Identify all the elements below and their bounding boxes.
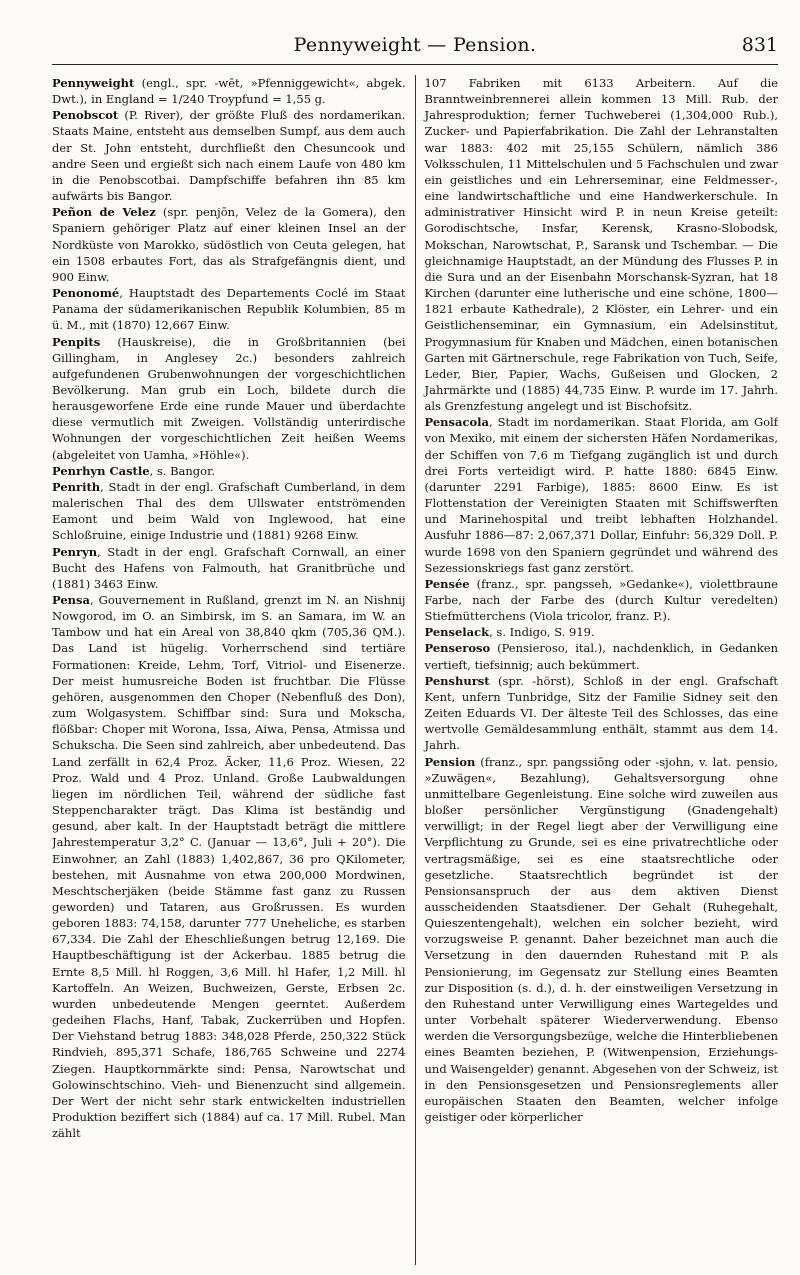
entry-text: , Hauptstadt des Departements Coclé im Staat Panama der südamerikanischen Republik Kolumbien, 85 m ü. M., mit (1870) 12,667 Einw. xyxy=(52,286,406,333)
entry-text: (engl., spr. -wēt, »Pfenniggewicht«, abgek. Dwt.), in England = 1/240 Troypfund = 1,55 g. xyxy=(52,76,406,107)
dictionary-entry xyxy=(425,576,779,624)
page-number: 831 xyxy=(741,34,778,56)
entry-text: , Stadt in der engl. Grafschaft Cumberland, in dem malerischen Thal des dem Ullswater entströmenden Eamont und beim Wald von Inglewood, hat eine Schloßruine, einige Industrie und (1881) 9268 Einw. xyxy=(52,479,406,543)
entry-text: (Hauskreise), die in Großbritannien (bei Gillingham, in Anglesey 2c.) besonders zahlreich aufgefundenen Grubenwohnungen der vorgeschichtlichen Bevölkerung. Man grub ein Loch, bildete durch die herausgeworfene Erde eine runde Mauer und überdachte diese vermutlich mit Zweigen. Vollständig unterirdische Wohnungen der vorgeschichtlichen Zeit heißen Weems (abgeleitet von Uamha, »Höhle«). xyxy=(52,334,406,462)
text-columns xyxy=(52,75,778,1265)
dictionary-entry xyxy=(425,624,779,640)
entry-headword: Penrith xyxy=(52,479,101,494)
left-column xyxy=(52,75,415,1265)
entry-text: , s. Indigo, S. 919. xyxy=(489,625,595,640)
dictionary-entry xyxy=(52,334,406,463)
dictionary-entry xyxy=(52,285,406,333)
dictionary-entry xyxy=(52,592,406,1141)
entry-headword: Penonomé xyxy=(52,286,120,301)
page-header xyxy=(52,20,778,65)
entry-headword: Penobscot xyxy=(52,108,119,123)
entry-headword: Pensée xyxy=(424,576,470,591)
entry-text: 107 Fabriken mit 6133 Arbeitern. Auf die Branntweinbrennerei allein kommen 13 Mill. Rub. der Jahresproduktion; ferner Tuchweberei (1,304,000 Rub.), Zucker- und Papierfabrikation. Die Zahl der Lehranstalten war 1883: 402 mit 25,155 Schülern, nämlich 386 Volksschulen, 11 Mittelschulen und 5 Fachschulen und zwar ein geistliches und ein Lehrerseminar, eine Feldmesser-, eine landwirtschaftliche und eine Handwerkerschule. In administrativer Hinsicht wird P. in neun Kreise geteilt: Gorodischtsche, Insfar, Kerensk, Krasno-Slobodsk, Mokschan, Narowtschat, P., Saransk und Tschembar. — Die gleichnamige Hauptstadt, an der Mündung des Flusses P. in die Sura und an der Eisenbahn Morschansk-Syzran, hat 18 Kirchen (darunter eine lutherische und eine schöne, 1800—1821 erbaute Kathedrale), 2 Klöster, ein Lehrer- und ein Geistlichenseminar, ein Gymnasium, ein Adelsinstitut, Progymnasium für Knaben und Mädchen, einen botanischen Garten mit Gärtnerschule, rege Fabrikation von Tuch, Seife, Leder, Bier, Papier, Wachs, Gußeisen und Glocken, 2 Jahrmärkte und (1885) 44,735 Einw. P. wurde im 17. Jahrh. als Grenzfestung angelegt und ist Bischofsitz. xyxy=(424,76,778,414)
dictionary-entry xyxy=(425,640,779,672)
entry-text: , s. Bangor. xyxy=(149,463,215,478)
entry-headword: Pennyweight xyxy=(52,76,135,90)
entry-text: (spr. penjōn, Velez de la Gomera), den Spaniern gehöriger Platz auf einer kleinen Insel an der Nordküste von Marokko, südöstlich von Ceuta gelegen, hat ein 1508 erbautes Fort, das als Strafgefängnis dient, und 900 Einw. xyxy=(52,205,406,284)
dictionary-entry xyxy=(52,75,406,107)
dictionary-entry xyxy=(425,673,779,754)
dictionary-entry xyxy=(52,107,406,204)
entry-headword: Pensa xyxy=(52,593,90,607)
dictionary-entry xyxy=(425,414,779,576)
entry-headword: Penselack xyxy=(424,625,490,640)
running-title: Pennyweight — Pension. xyxy=(293,34,537,56)
entry-text: , Stadt in der engl. Grafschaft Cornwall, an einer Bucht des Hafens von Falmouth, hat Granitbrüche und (1881) 3463 Einw. xyxy=(52,544,406,591)
entry-text: (spr. -hörst), Schloß in der engl. Grafschaft Kent, unfern Tunbridge, Sitz der Familie Sidney seit den Zeiten Eduards VI. Der älteste Teil des Schlosses, das eine wertvolle Gemäldesammlung enthält, stammt aus dem 14. Jahrh. xyxy=(424,673,778,753)
dictionary-entry xyxy=(52,463,406,479)
entry-text: (franz., spr. pangsseh, »Gedanke«), violettbraune Farbe, nach der Farbe des (durch Kultur veredelten) Stiefmütterchens (Viola tricolor, franz. P.). xyxy=(424,576,778,624)
entry-headword: Pension xyxy=(424,754,476,769)
entry-text: , Gouvernement in Rußland, grenzt im N. an Nishnij Nowgorod, im O. an Simbirsk, im S. an Samara, im W. an Tambow und hat ein Areal von 38,840 qkm (705,36 QM.). Das Land ist hügelig. Vorherrschend sind tertiäre Formationen: Kreide, Lehm, Torf, Vitriol- und Eisenerze. Der meist humusreiche Boden ist fruchtbar. Die Flüsse gehören, ausgenommen den Choper (Nebenfluß des Don), zum Wolgasystem. Schiffbar sind: Sura und Mokscha, flößbar: Choper mit Worona, Issa, Aiwa, Pensa, Atmissa und Schukscha. Die Seen sind zahlreich, aber unbedeutend. Das Land zerfällt in 62,4 Proz. Äcker, 11,6 Proz. Wiesen, 22 Proz. Wald und 4 Proz. Unland. Große Laubwaldungen liegen im nördlichen Teil, während der südliche fast Steppencharakter trägt. Das Klima ist beständig und gesund, aber kalt. In der Hauptstadt beträgt die mittlere Jahrestemperatur 3,2° C. (Januar — 13,6°, Juli + 20°). Die Einwohner, an Zahl (1883) 1,402,867, 36 pro QKilometer, bestehen, mit Ausnahme von etwa 200,000 Mordwinen, Meschtscherjäken (beide Stämme fast ganz zu Russen geworden) und Tataren, aus Großrussen. Es wurden geboren 1883: 74,158, darunter 777 Uneheliche, es starben 67,334. Die Zahl der Eheschließungen betrug 12,169. Die Hauptbeschäftigung ist der Ackerbau. 1885 betrug die Ernte 8,5 Mill. hl Roggen, 3,6 Mill. hl Hafer, 1,2 Mill. hl Kartoffeln. An Weizen, Buchweizen, Gerste, Erbsen 2c. wurden unbedeutende Mengen geerntet. Außerdem gedeihen Flachs, Hanf, Tabak, Zuckerrüben und Hopfen. Der Viehstand betrug 1883: 348,028 Pferde, 250,322 Stück Rindvieh, 895,371 Schafe, 186,765 Schweine und 2274 Ziegen. Hauptkornmärkte sind: Pensa, Narowtschat und Golowinschtschino. Vieh- und Bienenzucht sind allgemein. Der Wert der nicht sehr stark entwickelten industriellen Produktion beziffert sich (1884) auf ca. 17 Mill. Rubel. Man zählt xyxy=(52,593,406,1141)
dictionary-entry xyxy=(52,479,406,544)
right-column xyxy=(415,75,779,1265)
entry-headword: Penshurst xyxy=(424,673,490,688)
entry-headword: Penseroso xyxy=(424,641,491,656)
dictionary-entry xyxy=(425,754,779,1126)
dictionary-entry xyxy=(425,75,779,414)
entry-text: (Pensieroso, ital.), nachdenklich, in Gedanken vertieft, tiefsinnig; auch bekümmert. xyxy=(424,641,778,672)
entry-headword: Peñon de Velez xyxy=(52,205,156,220)
dictionary-entry xyxy=(52,544,406,592)
entry-headword: Pensacola xyxy=(424,415,489,430)
entry-headword: Penryn xyxy=(52,544,98,559)
dictionary-entry xyxy=(52,204,406,285)
entry-text: (P. River), der größte Fluß des nordamerikan. Staats Maine, entsteht aus demselben Sumpf, aus dem auch der St. John entsteht, durchfließt den Chesuncook und andre Seen und ergießt sich nach einem Laufe von 480 km in die Penobscotbai. Dampfschiffe befahren ihn 85 km aufwärts bis Bangor. xyxy=(52,108,406,204)
entry-text: (franz., spr. pangssiōng oder -sjohn, v. lat. pensio, »Zuwägen«, Bezahlung), Gehaltsversorgung ohne unmittelbare Gegenleistung. Eine solche wird zuweilen aus bloßer persönlicher Vergünstigung (Gnadengehalt) verwilligt; in der Regel liegt aber der Verwilligung eine Verpflichtung zu Grunde, sei es eine privatrechtliche oder vertragsmäßige, sei es eine staatsrechtliche oder gesetzliche. Staatsrechtlich begründet ist der Pensionsanspruch der aus dem aktiven Dienst ausscheidenden Staatsdiener. Der Gehalt (Ruhegehalt, Quieszentengehalt), welchen ein solcher bezieht, wird vorzugsweise P. genannt. Daher bezeichnet man auch die Versetzung in den dauernden Ruhestand mit P. als Pensionierung, im Gegensatz zur Stellung eines Beamten zur Disposition (s. d.), d. h. der einstweiligen Versetzung in den Ruhestand unter Verwilligung eines Wartegeldes und unter Vorbehalt späterer Wiederverwendung. Ebenso werden die Versorgungsbezüge, welche die Hinterbliebenen eines Beamten beziehen, P. (Witwenpension, Erziehungs- und Waisengelder) genannt. Abgesehen von der Schweiz, ist in den Pensionsgesetzen und Pensionsreglements aller europäischen Staaten den Beamten, welcher infolge geistiger oder körperlicher xyxy=(424,754,778,1124)
entry-text: , Stadt im nordamerikan. Staat Florida, am Golf von Mexiko, mit einem der sichersten Häfen Nordamerikas, der Schiffen von 7,6 m Tiefgang zugänglich ist und durch drei Forts verteidigt wird. P. hatte 1880: 6845 Einw. (darunter 2291 Farbige), 1885: 8600 Einw. Es ist Flottenstation der Vereinigten Staaten mit Schiffswerften und Marinehospital und treibt lebhaften Holzhandel. Ausfuhr 1886—87: 2,067,371 Dollar, Einfuhr: 56,329 Doll. P. wurde 1698 von den Spaniern gegründet und während des Sezessionskriegs fast ganz zerstört. xyxy=(424,415,778,575)
entry-headword: Penrhyn Castle xyxy=(52,463,150,478)
entry-headword: Penpits xyxy=(52,334,101,349)
